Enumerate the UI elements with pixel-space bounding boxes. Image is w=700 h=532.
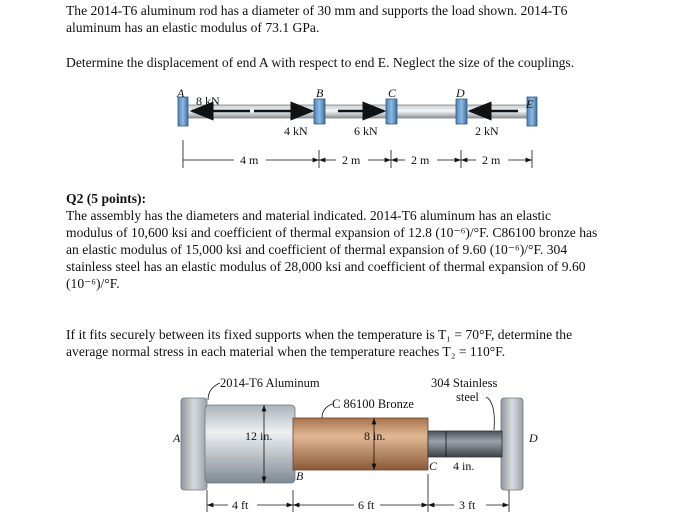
d-bronze-label: 8 in. [364,429,386,443]
load-6kn-label: 6 kN [354,124,378,138]
q1-line-2: aluminum has an elastic modulus of 73.1 GPa. [66,20,320,35]
aluminum-leader [208,383,220,400]
len-4ft-label: 4 ft [232,498,249,512]
bronze-label: C 86100 Bronze [332,397,414,411]
len-6ft-label: 6 ft [358,498,375,512]
end-a-label: A [173,431,181,445]
dim-4m-label: 4 m [240,153,259,167]
load-4kn-label: 4 kN [284,124,308,138]
left-wall [181,398,207,490]
point-b-label: B [316,86,324,100]
d-steel-label: 4 in. [453,459,475,473]
point-c-label: C [388,86,397,100]
point-a-label: A [177,86,185,100]
dim-2m-label-3: 2 m [482,153,501,167]
point-e-label: E [526,97,534,111]
q2-heading: Q2 (5 points): [66,191,147,206]
d-aluminum-label: 12 in. [245,429,273,443]
point-d-label: D [456,86,465,100]
dim-2m-label-1: 2 m [342,153,361,167]
joint-b-label: B [296,469,304,483]
q2-line-5: (10⁻⁶)/°F. [66,276,120,291]
q2-task-line-1: If it fits securely between its fixed supports when the temperature is T₁ = 70°F, determine the [66,327,573,342]
load-8kn-label: 8 kN [196,94,220,108]
steel-label-line-2: steel [456,390,479,404]
q2-task-line-2: average normal stress in each material when the temperature reaches T₂ = 110°F. [66,344,506,359]
q2-line-1: The assembly has the diameters and material indicated. 2014-T6 aluminum has an elastic [66,208,552,223]
q1-line-1: The 2014-T6 aluminum rod has a diameter of 30 mm and supports the load shown. 2014-T6 [66,3,568,18]
q2-line-2: modulus of 10,600 ksi and coefficient of thermal expansion of 12.8 (10⁻⁶)/°F. C86100 bronze has [66,225,598,240]
q2-line-3: an elastic modulus of 15,000 ksi and coefficient of thermal expansion of 9.60 (10⁻⁶)/°F. 304 [66,242,568,257]
bronze-leader [322,404,332,418]
right-wall [501,398,523,490]
steel-leader [486,397,494,430]
bronze-segment [293,418,428,470]
q2-line-4: stainless steel has an elastic modulus of 28,000 ksi and coefficient of thermal expansion of 9.60 [66,259,586,274]
q1-task-text: Determine the displacement of end A with respect to end E. Neglect the size of the couplings. [66,55,575,70]
steel-label-line-1: 304 Stainless [431,376,498,390]
len-3ft-label: 3 ft [459,498,476,512]
aluminum-label: 2014-T6 Aluminum [220,376,320,390]
steel-segment [428,431,502,457]
dim-2m-label-2: 2 m [411,153,430,167]
end-d-label: D [529,431,538,445]
joint-c-label: C [429,459,438,473]
load-2kn-label: 2 kN [475,124,499,138]
aluminum-segment [205,405,295,483]
